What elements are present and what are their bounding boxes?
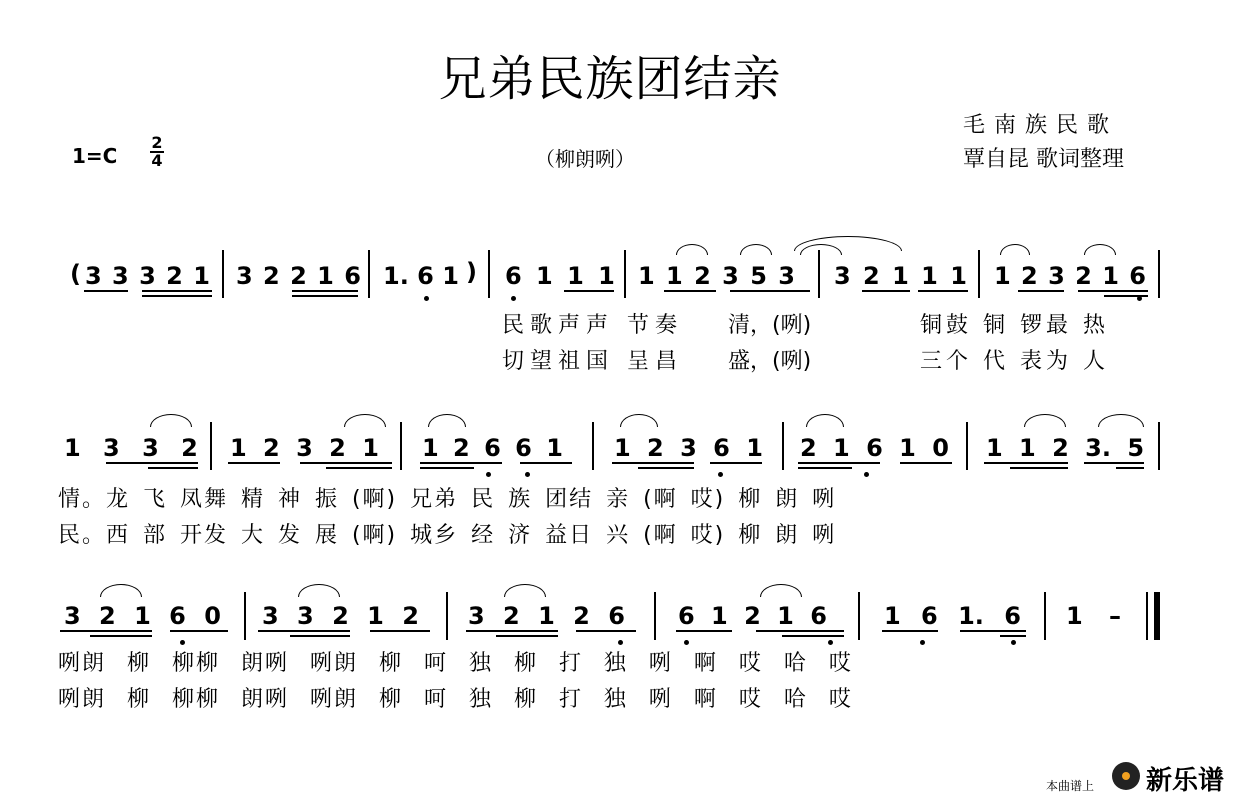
underline xyxy=(638,467,694,469)
slur xyxy=(1024,414,1066,427)
slur xyxy=(1098,414,1144,427)
row3-measure-2: 3 3 2 1 2 xyxy=(262,602,419,630)
underline xyxy=(148,467,198,469)
barline xyxy=(966,422,968,470)
underline xyxy=(520,462,572,464)
row3-measure-4: 6 1 2 1 6 xyxy=(678,602,827,630)
lower-octave-dot xyxy=(180,640,185,645)
row2-measure-6: 1 1 2 3. 5 xyxy=(986,434,1145,462)
barline xyxy=(654,592,656,640)
slur xyxy=(806,414,844,427)
underline xyxy=(292,290,358,292)
lower-octave-dot xyxy=(1011,640,1016,645)
underline xyxy=(798,467,852,469)
underline xyxy=(84,290,128,292)
lower-octave-dot xyxy=(864,472,869,477)
underline xyxy=(918,290,968,292)
underline xyxy=(1018,290,1064,292)
slur xyxy=(344,414,386,427)
underline xyxy=(984,462,1068,464)
underline xyxy=(960,630,1026,632)
barline xyxy=(592,422,594,470)
underline xyxy=(1116,467,1144,469)
time-signature-top: 2 xyxy=(151,133,163,152)
underline xyxy=(90,635,152,637)
row3-lyric-2: 咧朗 柳 柳柳 朗咧 咧朗 柳 呵 独 柳 打 独 咧 啊 哎 哈 哎 xyxy=(58,687,853,712)
underline xyxy=(1000,635,1026,637)
subtitle: （柳朗咧） xyxy=(535,147,635,171)
barline xyxy=(1158,422,1160,470)
slur xyxy=(100,584,142,597)
lower-octave-dot xyxy=(511,296,516,301)
lower-octave-dot xyxy=(828,640,833,645)
underline xyxy=(466,630,558,632)
row2-measure-3: 1 2 6 6 1 xyxy=(422,434,563,462)
barline xyxy=(210,422,212,470)
lower-octave-dot xyxy=(525,472,530,477)
row3-measure-1: 3 2 1 6 0 xyxy=(64,602,221,630)
underline xyxy=(420,467,474,469)
barline xyxy=(244,592,246,640)
barline xyxy=(488,250,490,298)
row1-intro-measure-2: 3 2 2 1 6 xyxy=(236,262,361,290)
key-signature: 1=C xyxy=(72,144,118,168)
row1-lyric-1a: 民歌声声 节奏 xyxy=(502,313,683,338)
underline xyxy=(782,635,844,637)
lower-octave-dot xyxy=(1137,296,1142,301)
row2-measure-4: 1 2 3 6 1 xyxy=(614,434,763,462)
row1-paren-open: ( xyxy=(70,260,81,288)
row2-measure-2: 1 2 3 2 1 xyxy=(230,434,379,462)
underline xyxy=(258,630,350,632)
slur xyxy=(676,244,708,255)
lower-octave-dot xyxy=(486,472,491,477)
barline xyxy=(1158,250,1160,298)
underline xyxy=(142,290,212,292)
barline xyxy=(446,592,448,640)
page-title: 兄弟民族团结亲 xyxy=(438,51,782,107)
underline xyxy=(576,630,636,632)
barline xyxy=(368,250,370,298)
genre-credit: 毛南族民歌 xyxy=(963,113,1119,138)
barline xyxy=(222,250,224,298)
slur xyxy=(740,244,772,255)
underline xyxy=(228,462,280,464)
barline xyxy=(782,422,784,470)
underline xyxy=(370,630,430,632)
underline xyxy=(882,630,938,632)
lower-octave-dot xyxy=(920,640,925,645)
row1-intro-measure-1: 3 3 3 2 1 xyxy=(85,262,210,290)
lower-octave-dot xyxy=(718,472,723,477)
underline xyxy=(1084,462,1144,464)
underline xyxy=(300,462,392,464)
slur xyxy=(428,414,466,427)
underline xyxy=(710,462,762,464)
underline xyxy=(862,290,910,292)
underline xyxy=(60,630,152,632)
final-barline-thick xyxy=(1154,592,1160,640)
underline xyxy=(1078,290,1148,292)
row1-paren-close: ) xyxy=(466,258,477,286)
lower-octave-dot xyxy=(684,640,689,645)
barline xyxy=(858,592,860,640)
row2-lyric-2: 民。西 部 开发 大 发 展 (啊) 城乡 经 济 益日 兴 (啊 哎) 柳 朗 咧 xyxy=(58,523,837,548)
underline xyxy=(564,290,614,292)
row2-measure-5: 2 1 6 1 0 xyxy=(800,434,949,462)
slur xyxy=(298,584,340,597)
final-barline-thin xyxy=(1146,592,1148,640)
row3-measure-3: 3 2 1 2 6 xyxy=(468,602,625,630)
row1-lyric-1b: 清，(咧) xyxy=(728,313,812,338)
row1-lyric-2b: 盛，(咧) xyxy=(728,349,812,374)
row1-measure-2: 1 1 2 3 5 3 xyxy=(638,262,795,290)
underline xyxy=(496,635,558,637)
row2-lyric-1: 情。龙 飞 凤舞 精 神 振 (啊) 兄弟 民 族 团结 亲 (啊 哎) 柳 朗 咧 xyxy=(58,487,837,512)
underline xyxy=(420,462,502,464)
underline xyxy=(106,462,198,464)
underline xyxy=(756,630,844,632)
row1-lyric-1c: 铜鼓 铜 锣最 热 xyxy=(920,313,1109,338)
underline xyxy=(612,462,694,464)
slur xyxy=(1000,244,1030,255)
brand-logo-text[interactable]: 新乐谱 xyxy=(1146,766,1225,796)
slur xyxy=(504,584,546,597)
lower-octave-dot xyxy=(618,640,623,645)
underline xyxy=(664,290,716,292)
row1-measure-4: 1 2 3 2 1 6 xyxy=(994,262,1146,290)
barline xyxy=(978,250,980,298)
row1-measure-3: 3 2 1 1 1 xyxy=(834,262,967,290)
slur xyxy=(760,584,802,597)
footer-note: 本曲谱上 xyxy=(1046,779,1095,793)
row1-measure-1: 6 1 1 1 xyxy=(505,262,615,290)
lower-octave-dot xyxy=(424,296,429,301)
underline xyxy=(290,635,350,637)
slur xyxy=(1084,244,1116,255)
barline xyxy=(818,250,820,298)
underline xyxy=(292,295,358,297)
underline xyxy=(730,290,810,292)
underline xyxy=(676,630,732,632)
underline xyxy=(1010,467,1068,469)
barline xyxy=(1044,592,1046,640)
underline xyxy=(900,462,952,464)
record-disc-icon xyxy=(1112,762,1140,790)
barline xyxy=(400,422,402,470)
time-signature-bottom: 4 xyxy=(151,151,163,170)
slur xyxy=(150,414,192,427)
underline xyxy=(170,630,228,632)
row3-measure-6: 1 – xyxy=(1066,602,1122,630)
time-signature xyxy=(150,133,164,170)
row1-lyric-2a: 切望祖国 呈昌 xyxy=(502,349,683,374)
barline xyxy=(624,250,626,298)
slur xyxy=(620,414,658,427)
row1-lyric-2c: 三个 代 表为 人 xyxy=(920,349,1109,374)
underline xyxy=(142,295,212,297)
row3-measure-5: 1 6 1. 6 xyxy=(884,602,1021,630)
row1-intro-measure-3: 1. 6 1 xyxy=(383,262,459,290)
row3-lyric-1: 咧朗 柳 柳柳 朗咧 咧朗 柳 呵 独 柳 打 独 咧 啊 哎 哈 哎 xyxy=(58,651,853,676)
row2-measure-1: 1 3 3 2 xyxy=(64,434,198,462)
underline xyxy=(326,467,392,469)
arranger-credit: 覃自昆 歌词整理 xyxy=(963,147,1124,172)
underline xyxy=(798,462,880,464)
